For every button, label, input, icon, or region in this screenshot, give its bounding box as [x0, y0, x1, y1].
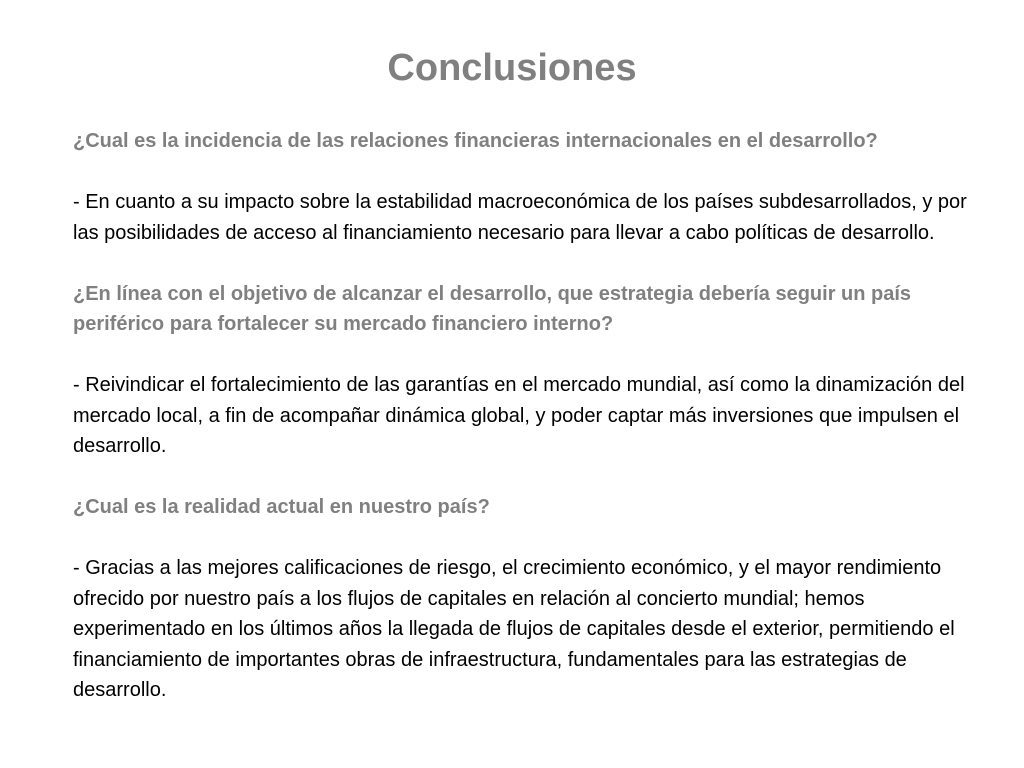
spacer: [73, 157, 973, 188]
question-3: ¿Cual es la realidad actual en nuestro país?: [73, 496, 490, 518]
spacer: [73, 462, 973, 493]
spacer: [73, 340, 973, 371]
answer-2: - Reivindicar el fortalecimiento de las garantías en el mercado mundial, así como la dinamización del mercado local, a fin de acompañar dinámica global, y poder captar más inversiones que impulsen el desarrollo.: [73, 374, 965, 457]
slide-title: Conclusiones: [387, 47, 637, 89]
slide-body: [73, 126, 973, 706]
spacer: [73, 248, 973, 279]
answer-3: - Gracias a las mejores calificaciones de riesgo, el crecimiento económico, y el mayor rendimiento ofrecido por nuestro país a los flujos de capitales en relación al concierto mundial; hemos experimentado en los últimos años la llegada de flujos de capitales desde el exterior, permitiendo el financiamiento de importantes obras de infraestructura, fundamentales para las estrategias de desarrollo.: [73, 557, 955, 701]
spacer: [73, 523, 973, 554]
answer-1: - En cuanto a su impacto sobre la estabilidad macroeconómica de los países subdesarrollados, y por las posibilidades de acceso al financiamiento necesario para llevar a cabo políticas de desarrollo.: [73, 191, 967, 244]
question-1: ¿Cual es la incidencia de las relaciones financieras internacionales en el desarrollo?: [73, 130, 878, 152]
question-2: ¿En línea con el objetivo de alcanzar el desarrollo, que estrategia debería seguir un país periférico para fortalecer su mercado financiero interno?: [73, 282, 912, 335]
